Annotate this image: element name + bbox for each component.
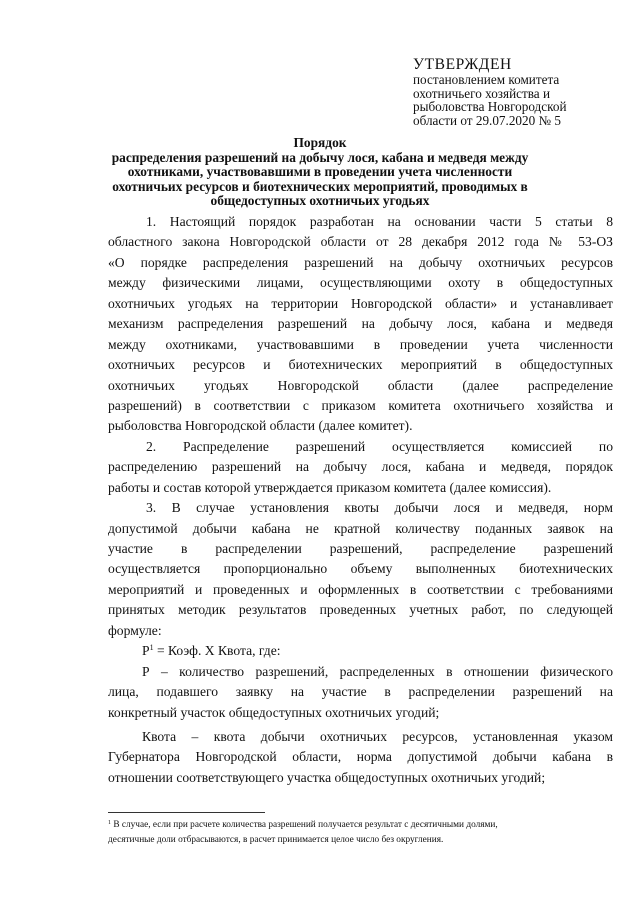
footnote-line: десятичные доли отбрасываются, в расчет принимается целое число без округления. <box>108 834 444 845</box>
footnote <box>108 818 613 847</box>
text-line: между физическими лицами, осуществляющими охоту в общедоступных <box>108 275 613 291</box>
title-heading: Порядок <box>293 135 347 150</box>
text-line: охотничьих угодьях на территории Новгородской области» и устанавливает <box>108 295 613 311</box>
text-line: охотничьих угодьях Новгородской области (далее распределение <box>108 377 613 393</box>
text-line: рыболовства Новгородской области (далее комитет). <box>108 418 413 434</box>
approval-line: рыболовства Новгородской <box>413 99 567 114</box>
text-line: мероприятий и проведенных и оформленных в соответствии с требованиями <box>108 581 613 597</box>
text-line: осуществляется пропорционально объему выполненных биотехнических <box>108 561 613 577</box>
footnote-number: 1 <box>108 820 111 826</box>
formula <box>108 641 613 661</box>
text-line: допустимой добычи кабана не кратной количеству поданных заявок на <box>108 520 613 536</box>
text-line: Губернатора Новгородской области, норма допустимой добычи кабана в <box>108 749 613 765</box>
footnote-text: В случае, если при расчете количества разрешений получается результат с десятичными долями, <box>111 820 498 830</box>
text-line: формуле: <box>108 622 162 638</box>
text-line: Квота – квота добычи охотничьих ресурсов, установленная указом <box>142 728 613 744</box>
text-line: работы и состав которой утверждается приказом комитета (далее комиссия). <box>108 479 552 495</box>
footnote-marker: 1 <box>149 643 154 653</box>
formula-rhs: = Коэф. Х Квота, где: <box>153 643 281 659</box>
text-line: разрешений) в соответствии с приказом комитета охотничьего хозяйства и <box>108 397 613 413</box>
title-line: распределения разрешений на добычу лося, кабана и медведя между <box>111 149 529 165</box>
title-line: охотниками, участвовавшими в проведении учета численности <box>127 164 513 179</box>
text-line: областного закона Новгородской области от 28 декабря 2012 года № 53-ОЗ <box>108 234 613 250</box>
text-line: отношении соответствующего участка общедоступных охотничьих угодий; <box>108 769 546 785</box>
paragraph-5 <box>108 727 613 788</box>
title-line: охотничьих ресурсов и биотехнических мероприятий, проводимых в <box>112 178 528 194</box>
text-line: принятых методик результатов проведенных учетных работ, по следующей <box>108 602 613 618</box>
text-line: распределению разрешений на добычу лося, кабана и медведя, порядок <box>108 459 613 475</box>
document-body <box>108 212 613 788</box>
text-line: механизм распределения разрешений на добычу лося, кабана и медведя <box>108 316 613 332</box>
text-line: охотничьих ресурсов и биотехнических мероприятий в общедоступных <box>108 357 613 373</box>
approval-title: УТВЕРЖДЕН <box>413 56 512 73</box>
approval-line: постановлением комитета <box>413 72 560 87</box>
text-line: 3. В случае установления квоты добычи лося и медведя, норм <box>146 500 613 516</box>
text-line: 2. Распределение разрешений осуществляется комиссией по <box>146 438 613 454</box>
text-line: 1. Настоящий порядок разработан на основании части 5 статьи 8 <box>146 214 613 229</box>
text-line: между охотниками, участвовавшими в проведении учета численности <box>108 336 613 352</box>
document-title <box>100 136 540 209</box>
text-line: лица, подавшего заявку на участие в распределении разрешений на <box>108 684 613 700</box>
title-line: общедоступных охотничьих угодьях <box>210 193 430 208</box>
footnote-divider <box>108 812 265 813</box>
paragraph-1 <box>108 212 613 437</box>
paragraph-3 <box>108 498 613 641</box>
text-line: Р – количество разрешений, распределенных в отношении физического <box>142 663 613 679</box>
footnote-line <box>108 818 613 833</box>
approval-line: области от 29.07.2020 № 5 <box>413 112 561 128</box>
formula-lhs: Р <box>142 643 150 659</box>
paragraph-2 <box>108 437 613 498</box>
approval-line: охотничьего хозяйства и <box>413 85 551 101</box>
text-line: участие в распределении разрешений, распределение разрешений <box>108 541 613 556</box>
paragraph-4 <box>108 662 613 723</box>
approval-stamp <box>413 56 623 127</box>
text-line: конкретный участок общедоступных охотничьих угодий; <box>108 704 440 720</box>
text-line: «О порядке распределения разрешений на добычу охотничьих ресурсов <box>108 254 613 270</box>
